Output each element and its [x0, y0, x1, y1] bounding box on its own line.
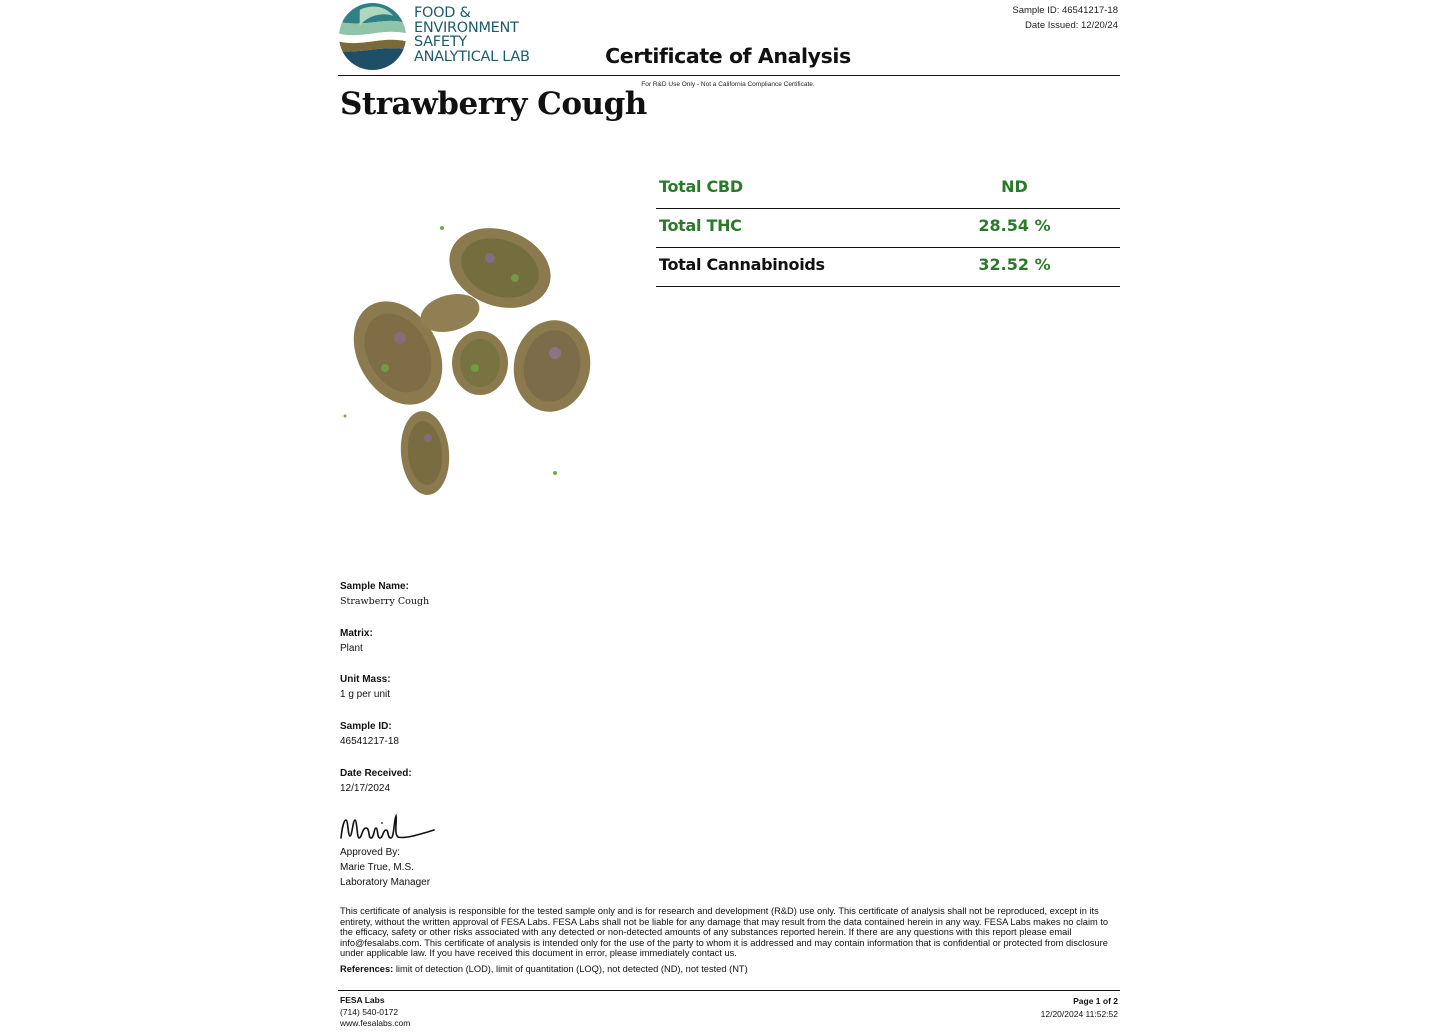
logo-text — [414, 6, 544, 64]
potency-row-total-cbd — [656, 170, 1120, 209]
references-text: limit of detection (LOD), limit of quantitation (LOQ), not detected (ND), not tested (NT) — [393, 964, 748, 974]
footer-website: www.fesalabs.com — [340, 1018, 411, 1028]
header-meta — [1012, 3, 1118, 33]
footer-timestamp: 12/20/2024 11:52:52 — [1040, 1009, 1118, 1019]
header-divider — [338, 75, 1120, 76]
info-value: Strawberry Cough — [340, 596, 430, 607]
logo-line: ANALYTICAL LAB — [414, 48, 530, 65]
info-label: Sample Name: — [340, 581, 409, 592]
document-title: Certificate of Analysis — [605, 44, 851, 68]
info-value: 1 g per unit — [340, 689, 391, 701]
footer-phone: (714) 540-0172 — [340, 1006, 399, 1017]
potency-label: Total Cannabinoids — [659, 255, 825, 274]
approver-name: Marie True, M.S. — [340, 862, 414, 873]
info-sample-name — [340, 580, 640, 627]
info-value: 46541217-18 — [340, 736, 399, 748]
potency-label: Total THC — [659, 216, 742, 235]
footer-page-info — [1041, 995, 1118, 1021]
approver-title: Laboratory Manager — [340, 877, 431, 888]
footer-contact — [340, 995, 410, 1030]
logo-line: FOOD & — [414, 5, 471, 21]
info-value: 12/17/2024 — [340, 782, 391, 794]
approved-by-label: Approved By: — [340, 847, 401, 858]
sample-title: Strawberry Cough — [340, 86, 647, 122]
potency-summary — [656, 170, 1120, 287]
page-number: Page 1 of 2 — [1073, 996, 1118, 1006]
cannabis-flower-photo — [340, 168, 605, 543]
potency-value: 28.54 % — [978, 216, 1051, 235]
footer-company: FESA Labs — [340, 995, 385, 1005]
info-label: Matrix: — [340, 627, 373, 639]
legal-disclaimer: This certificate of analysis is responsible for the tested sample only and is for research and development (R&D) use only. This certificate of analysis shall not be reproduced, except in its entirety, without the written approval of FESA Labs. FESA Labs shall not be liable for any damage that may result from the data contained herein in any way. FESA Labs makes no claim to the efficacy, safety or other risks associated with any detected or non-detected amounts of any substances reported herein. If there are any questions with this report please email info@fesalabs.com. This certificate of analysis is intended only for the use of the party to whom it is addressed and may contain information that is confidential or protected from disclosure under applicable law. If you have received this document in error, please immediately contact us. — [340, 906, 1109, 959]
info-unit-mass — [340, 673, 640, 720]
approval-block — [340, 845, 430, 890]
potency-value: ND — [1001, 177, 1028, 196]
sample-id-line: Sample ID: 46541217-18 — [1012, 5, 1118, 16]
logo-line: ENVIRONMENT — [414, 19, 519, 36]
fesa-logo-icon — [338, 2, 407, 71]
compliance-disclaimer: For R&D Use Only - Not a California Compliance Certificate. — [641, 81, 815, 88]
logo-line: SAFETY — [414, 34, 467, 50]
potency-value: 32.52 % — [978, 255, 1051, 274]
info-value: Plant — [340, 642, 363, 654]
sample-info — [340, 580, 640, 813]
footer-divider — [338, 990, 1120, 991]
potency-row-total-cannabinoids — [656, 248, 1120, 287]
potency-label: Total CBD — [659, 177, 743, 196]
info-label: Date Received: — [340, 767, 412, 779]
info-date-received — [340, 767, 640, 814]
info-sample-id — [340, 720, 640, 767]
info-matrix — [340, 627, 640, 674]
date-issued-line: Date Issued: 12/20/24 — [1025, 20, 1118, 31]
potency-row-total-thc — [656, 209, 1120, 248]
signature-image — [338, 808, 438, 848]
info-label: Sample ID: — [340, 721, 392, 733]
references-label: References: — [340, 964, 394, 974]
references — [340, 964, 748, 974]
info-label: Unit Mass: — [340, 674, 391, 686]
